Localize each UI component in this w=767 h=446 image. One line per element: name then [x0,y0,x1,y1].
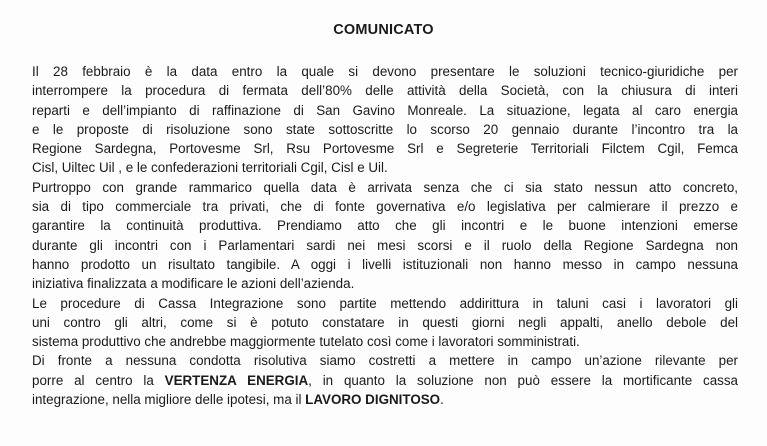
document-body [32,62,738,409]
paragraph-4 [32,351,738,409]
paragraph-1 [32,62,738,178]
text-line [32,390,738,409]
text-line: garantire la continuità produttiva. Prendiamo atto che gli incontri e le buone intenzioni emerse [32,218,738,234]
text-line: sia di tipo commerciale tra privati, che di fonte governativa e/o legislativa per calmierare il prezzo e [32,199,738,215]
paragraph-2 [32,178,738,294]
highlight-lavoro-dignitoso: LAVORO DIGNITOSO [305,392,441,408]
text-line: e le proposte di risoluzione sono state sottoscritte lo scorso 20 gennaio durante l’incontro tra la [32,121,738,137]
text-line: Il 28 febbraio è la data entro la quale si devono presentare le soluzioni tecnico-giuridiche per [32,64,738,79]
text-segment: , in quanto la soluzione non può essere la mortificante cassa [308,372,739,388]
text-line: Di fronte a nessuna condotta risolutiva siamo costretti a mettere in campo un’azione rilevante per [32,353,738,369]
text-line: uni contro gli altri, come si è potuto constatare in questi giorni negli appalti, anello debole del [32,314,738,330]
text-segment: porre al centro la [32,372,165,388]
paragraph-3 [32,294,738,352]
document-title: COMUNICATO [333,22,434,38]
text-line: sistema produttivo che andrebbe maggiormente tutelato così come i lavoratori somministrati. [32,334,580,350]
text-line: Le procedure di Cassa Integrazione sono partite mettendo addirittura in taluni casi i lavoratori gli [32,295,738,311]
text-line: Purtroppo con grande rammarico quella data è arrivata senza che ci sia stato nessun atto concreto, [32,179,738,195]
text-line: hanno prodotto un risultato tangibile. A oggi i livelli istituzionali non hanno messo in campo nessuna [32,256,738,272]
text-line: iniziativa finalizzata a modificare le azioni dell’azienda. [32,276,355,292]
text-line: interrompere la procedura di fermata dell’80% delle attività della Società, con la chiusura di interi [32,83,738,99]
text-segment: integrazione, nella migliore delle ipotesi, ma il [32,392,306,408]
text-line: Cisl, Uiltec Uil , e le confederazioni territoriali Cgil, Cisl e Uil. [32,160,388,176]
text-line [32,371,738,390]
text-line: Regione Sardegna, Portovesme Srl, Rsu Portovesme Srl e Segreterie Territoriali Filctem Cgil, Femca [32,141,738,157]
text-line: durante gli incontri con i Parlamentari sardi nei mesi scorsi e il ruolo della Regione Sardegna non [32,237,738,253]
highlight-vertenza-energia: VERTENZA ENERGIA [164,372,309,388]
text-segment: . [440,392,444,408]
text-line: reparti e dell’impianto di raffinazione di San Gavino Monreale. La situazione, legata al caro energia [32,102,738,118]
